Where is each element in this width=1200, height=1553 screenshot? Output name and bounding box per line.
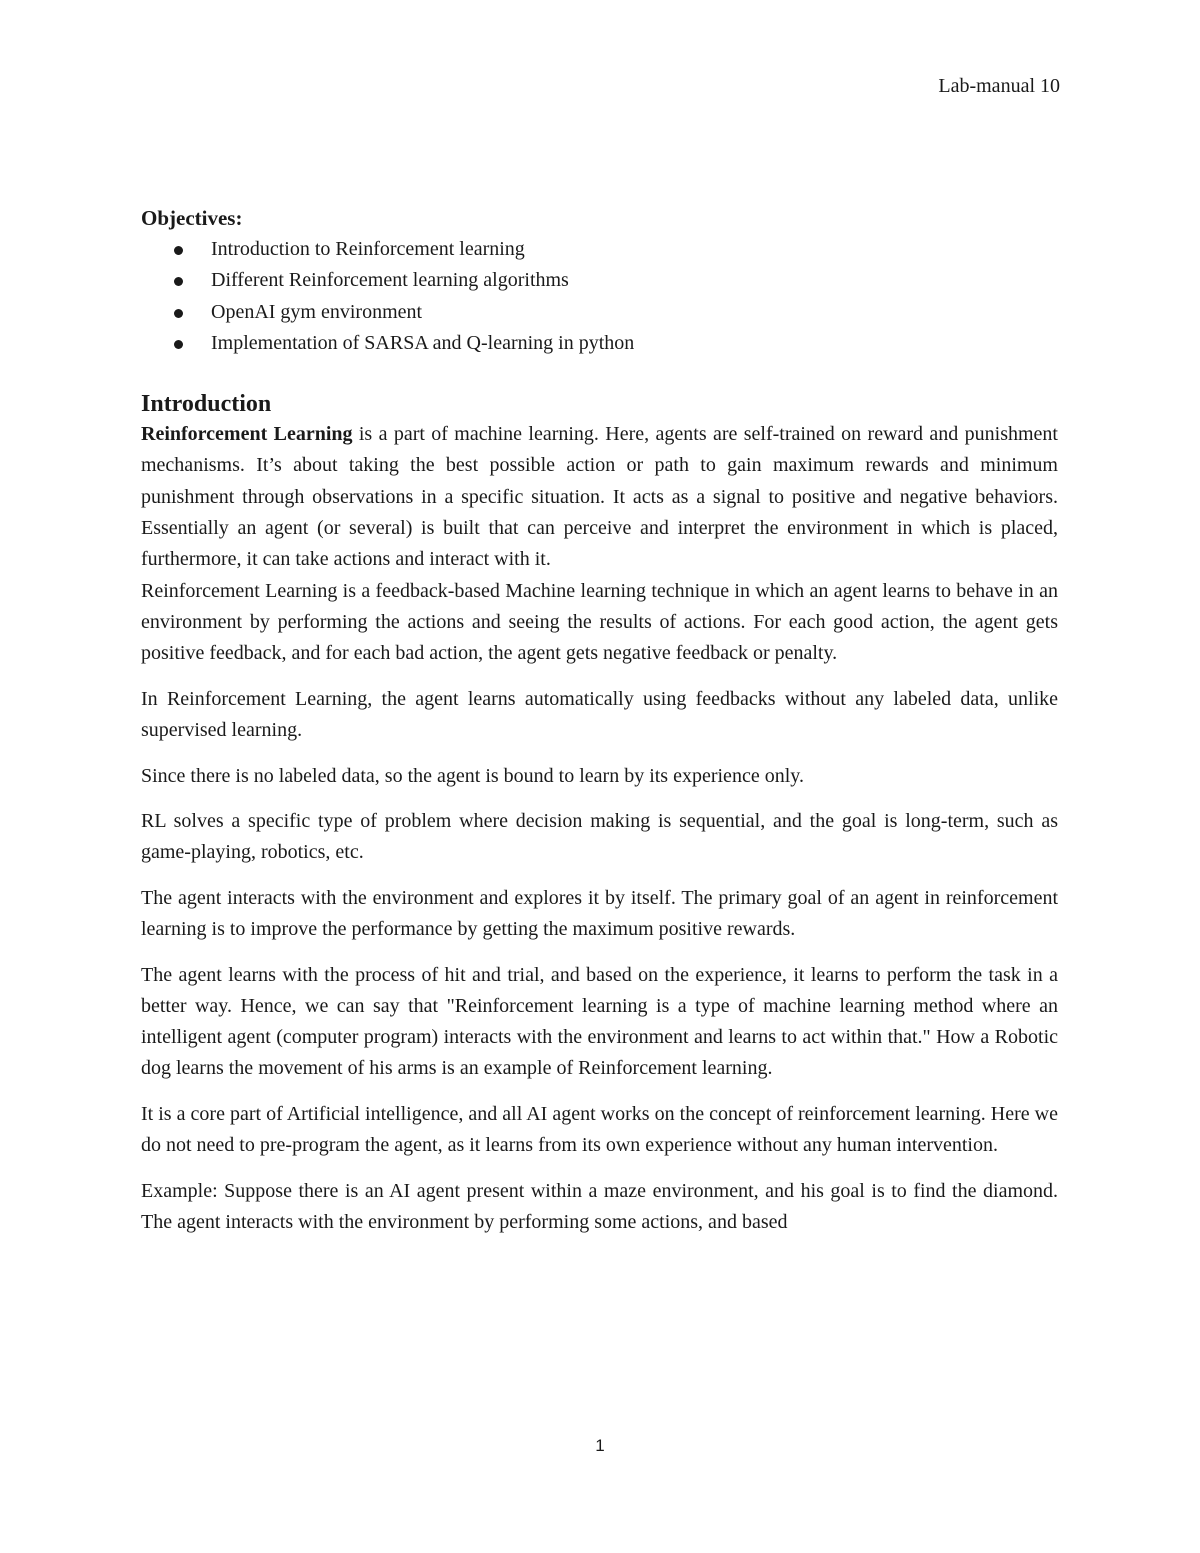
objective-item bbox=[141, 297, 1058, 328]
page-number: 1 bbox=[595, 1436, 605, 1455]
body-paragraph: Example: Suppose there is an AI agent present within a maze environment, and his goal is to find the diamond. The agent interacts with the environment by performing some actions, and based bbox=[141, 1179, 1058, 1234]
intro-paragraph bbox=[141, 419, 1058, 669]
paragraph-text: Reinforcement Learning is a feedback-based Machine learning technique in which an agent learns to behave in an environment by performing the actions and seeing the results of actions. For each good action, the agent gets positive feedback, and for each bad action, the agent gets negative feedback or penalty. bbox=[141, 579, 1058, 665]
page-header: Lab-manual 10 bbox=[938, 75, 1060, 97]
body-paragraph: The agent interacts with the environment and explores it by itself. The primary goal of an agent in reinforcement learning is to improve the performance by getting the maximum positive rewards. bbox=[141, 886, 1058, 941]
objective-item bbox=[141, 328, 1058, 359]
objective-text: OpenAI gym environment bbox=[211, 300, 423, 323]
objectives-list bbox=[141, 234, 1058, 359]
bullet-icon bbox=[174, 246, 183, 255]
paragraph-text: is a part of machine learning. Here, agents are self-trained on reward and punishment mechanisms. It’s about taking the best possible action or path to gain maximum rewards and minimum punishment through observations in a specific situation. It acts as a signal to positive and negative behaviors. Essentially an agent (or several) is built that can perceive and interpret the environment in which is placed, furthermore, it can take actions and interact with it. bbox=[141, 423, 1058, 571]
body-paragraph: RL solves a specific type of problem where decision making is sequential, and the goal is long-term, such as game-playing, robotics, etc. bbox=[141, 810, 1058, 864]
body-paragraph: The agent learns with the process of hit and trial, and based on the experience, it learns to perform the task in a better way. Hence, we can say that "Reinforcement learning is a type of machine learning method where an intelligent agent (computer program) interacts with the environment and learns to act within that." How a Robotic dog learns the movement of his arms is an example of Reinforcement learning. bbox=[141, 963, 1058, 1080]
bullet-icon bbox=[174, 340, 183, 349]
objective-item bbox=[141, 234, 1058, 265]
bullet-icon bbox=[174, 309, 183, 318]
objectives-heading: Objectives: bbox=[141, 206, 243, 230]
objective-text: Implementation of SARSA and Q-learning in python bbox=[211, 331, 635, 354]
introduction-heading: Introduction bbox=[141, 391, 272, 418]
objective-item bbox=[141, 265, 1058, 296]
objective-text: Introduction to Reinforcement learning bbox=[211, 238, 525, 260]
bullet-icon bbox=[174, 277, 183, 286]
key-term: Reinforcement Learning bbox=[141, 423, 353, 446]
body-paragraph: It is a core part of Artificial intelligence, and all AI agent works on the concept of reinforcement learning. Here we do not need to pre-program the agent, as it learns from its own experience without any human intervention. bbox=[141, 1102, 1058, 1157]
objective-text: Different Reinforcement learning algorithms bbox=[211, 269, 569, 292]
page-content bbox=[141, 204, 1058, 1238]
body-paragraph: Since there is no labeled data, so the agent is bound to learn by its experience only. bbox=[141, 764, 804, 787]
body-paragraph: In Reinforcement Learning, the agent learns automatically using feedbacks without any labeled data, unlike supervised learning. bbox=[141, 687, 1058, 742]
